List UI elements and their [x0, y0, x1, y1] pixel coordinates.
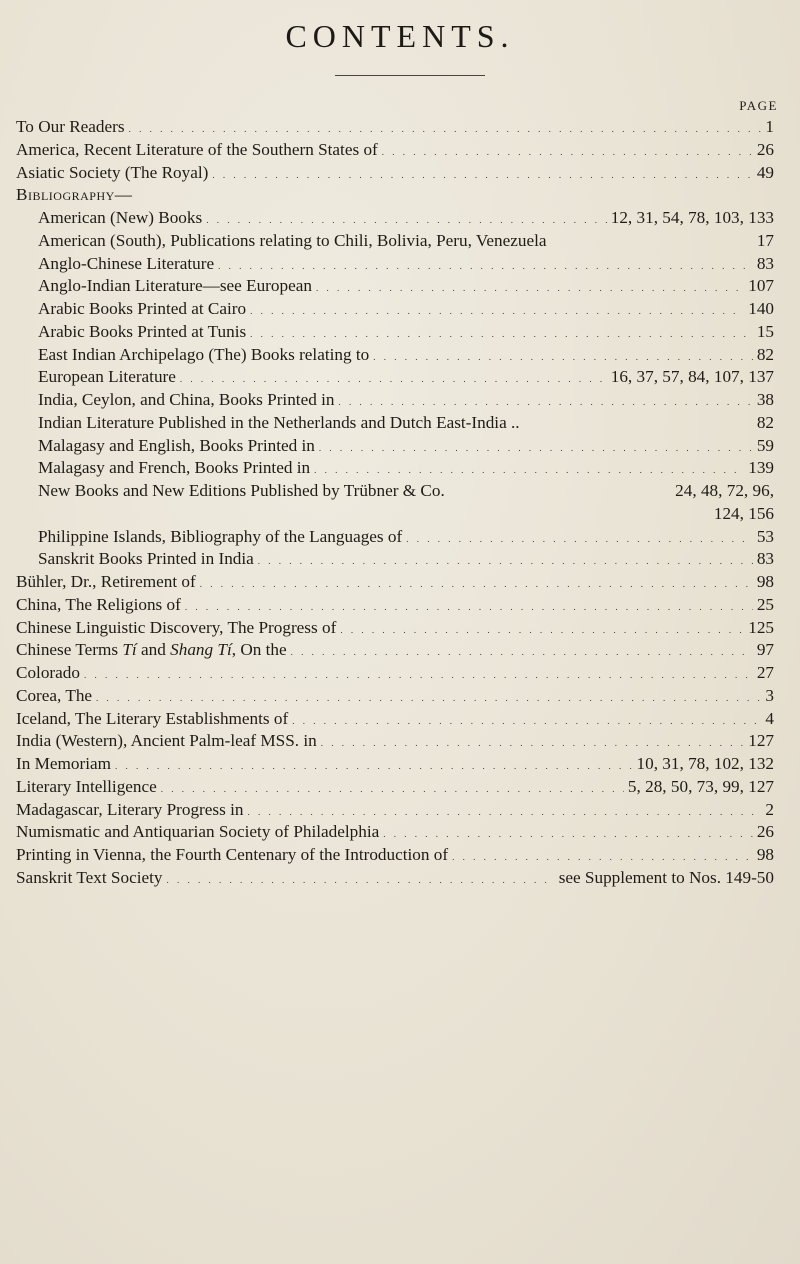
dot-leader — [185, 596, 753, 619]
toc-entry-pages: 15 — [756, 321, 774, 341]
toc-entry — [16, 230, 774, 253]
title-rule — [335, 75, 485, 76]
toc-entry — [16, 298, 774, 321]
toc-entry-label: In Memoriam — [16, 754, 111, 773]
dot-leader — [115, 755, 633, 778]
toc-entry-label: Arabic Books Printed at Cairo — [38, 299, 247, 318]
dot-leader — [383, 823, 753, 846]
toc-entry-label: Literary Intelligence — [16, 776, 157, 796]
toc-entry-label: European Literature — [38, 367, 176, 387]
toc-entry-pages: 24, 48, 72, 96, — [675, 481, 774, 500]
dot-leader — [319, 437, 753, 460]
toc-entry-label: America, Recent Literature of the Southern States of — [16, 139, 378, 159]
toc-entry — [16, 617, 774, 640]
toc-entry — [16, 776, 774, 799]
toc-entry-label: Asiatic Society (The Royal) — [16, 162, 209, 182]
toc-entry — [16, 708, 774, 731]
toc-entry-pages: 83 — [756, 253, 774, 273]
dot-leader — [373, 346, 753, 369]
dot-leader — [250, 323, 753, 346]
toc-entry-label: Colorado — [16, 663, 80, 682]
toc-entry-pages: 38 — [756, 390, 774, 409]
toc-entry — [16, 594, 774, 617]
toc-entry-label: India, Ceylon, and China, Books Printed in — [38, 390, 335, 409]
toc-entry — [16, 162, 774, 185]
dot-leader — [129, 118, 762, 141]
toc-entry-label: Anglo-Indian Literature—see European — [38, 276, 312, 296]
toc-entry-label: Sanskrit Books Printed in India — [38, 549, 254, 569]
toc-entry — [16, 253, 774, 276]
toc-entry — [16, 639, 774, 662]
toc-entry-pages: 140 — [748, 299, 774, 318]
page-title: CONTENTS. — [285, 18, 515, 54]
toc-entry — [16, 412, 774, 435]
toc-entry — [16, 571, 774, 594]
toc-entry — [16, 685, 774, 708]
toc-entry-continuation — [16, 503, 774, 526]
dot-leader — [382, 141, 753, 164]
toc-entry-label: Iceland, The Literary Establishments of — [16, 708, 289, 728]
section-heading-bibliography: Bibliography— — [16, 185, 133, 205]
toc-entry-pages: 26 — [756, 139, 774, 159]
toc-entry-pages: 124, 156 — [713, 503, 774, 523]
dot-leader — [206, 209, 607, 232]
dot-leader — [180, 368, 607, 391]
toc-entry-label: Printing in Vienna, the Fourth Centenary of the Introduction of — [16, 845, 449, 864]
toc-entry-pages: 27 — [756, 663, 774, 682]
toc-entry — [16, 867, 774, 890]
dot-leader — [340, 619, 744, 642]
toc-entry-pages: 10, 31, 78, 102, 132 — [636, 754, 774, 773]
toc-entry-pages: 97 — [756, 640, 774, 660]
toc-entry — [16, 275, 774, 298]
dot-leader — [247, 801, 761, 824]
toc-entry-pages: 53 — [756, 526, 774, 546]
toc-entry-pages: 12, 31, 54, 78, 103, 133 — [610, 208, 774, 227]
toc-entry — [16, 753, 774, 776]
toc-entry-pages: 3 — [765, 685, 774, 705]
dot-leader — [218, 255, 753, 278]
toc-entry-label: East Indian Archipelago (The) Books relating to — [38, 344, 370, 364]
dot-leader — [200, 573, 753, 596]
toc-entry-label: Madagascar, Literary Progress in — [16, 799, 244, 819]
dot-leader — [321, 732, 744, 755]
toc-bottom-entries — [16, 571, 774, 890]
toc-entry — [16, 844, 774, 867]
dot-leader — [314, 459, 744, 482]
toc-entry — [16, 799, 774, 822]
toc-entry-pages: 98 — [756, 572, 774, 591]
toc-entry — [16, 116, 774, 139]
toc-entry-pages: 83 — [756, 549, 774, 569]
toc-entry — [16, 344, 774, 367]
toc-entry-label: Malagasy and English, Books Printed in — [38, 435, 315, 455]
dot-leader — [292, 710, 761, 733]
toc-entry — [16, 662, 774, 685]
toc-entry-pages: 49 — [756, 162, 774, 182]
toc-entry-label: Anglo-Chinese Literature — [38, 253, 215, 273]
toc-entry-label: Malagasy and French, Books Printed in — [38, 458, 311, 478]
dot-leader — [316, 277, 744, 300]
toc-entry-pages: see Supplement to Nos. 149-50 — [558, 867, 774, 887]
toc-entry-label: To Our Readers — [16, 117, 125, 136]
dot-leader — [258, 550, 753, 573]
toc-entry — [16, 457, 774, 480]
dot-leader — [84, 664, 753, 687]
toc-entry-pages: 59 — [756, 435, 774, 455]
toc-entry-pages: 4 — [765, 708, 774, 728]
toc-entry-label: American (South), Publications relating to Chili, Bolivia, Peru, Venezuela — [38, 230, 547, 250]
toc-entry-pages: 125 — [748, 617, 774, 637]
toc-entry — [16, 139, 774, 162]
toc-entry-pages: 107 — [748, 276, 774, 296]
toc-entry-pages: 98 — [756, 845, 774, 864]
dot-leader — [96, 687, 761, 710]
toc-entry-pages: 25 — [756, 594, 774, 614]
table-of-contents — [16, 116, 774, 890]
dot-leader — [406, 528, 753, 551]
toc-entry-pages: 26 — [756, 822, 774, 842]
dot-leader — [212, 164, 752, 187]
toc-entry-label: China, The Religions of — [16, 594, 181, 614]
toc-entry-label: Chinese Terms Tí and Shang Tí, On the — [16, 640, 287, 660]
toc-entry-label: Corea, The — [16, 685, 93, 705]
toc-entry-label: Indian Literature Published in the Netherlands and Dutch East-India .. — [38, 412, 520, 432]
page-column-heading: PAGE — [739, 98, 778, 113]
toc-bibliography-entries — [16, 207, 774, 571]
toc-entry — [16, 526, 774, 549]
toc-entry-label: American (New) Books — [38, 208, 203, 227]
toc-entry — [16, 321, 774, 344]
dot-leader — [291, 641, 753, 664]
toc-entry-pages: 5, 28, 50, 73, 99, 127 — [627, 776, 774, 796]
dot-leader — [338, 391, 752, 414]
toc-entry-pages: 2 — [765, 799, 774, 819]
toc-entry-pages: 82 — [756, 412, 774, 432]
toc-entry — [16, 435, 774, 458]
dot-leader — [166, 869, 554, 892]
toc-top-entries — [16, 116, 774, 184]
toc-entry-pages: 16, 37, 57, 84, 107, 137 — [610, 367, 774, 387]
toc-entry-label: Sanskrit Text Society — [16, 867, 163, 887]
toc-entry-label: India (Western), Ancient Palm-leaf MSS. in — [16, 731, 317, 751]
toc-entry-label: Chinese Linguistic Discovery, The Progress of — [16, 617, 337, 637]
toc-entry-pages: 1 — [765, 117, 774, 136]
toc-entry-label: Philippine Islands, Bibliography of the Languages of — [38, 526, 403, 546]
dot-leader — [161, 778, 624, 801]
toc-entry-pages: 127 — [748, 731, 774, 751]
toc-entry-label: Arabic Books Printed at Tunis — [38, 321, 247, 341]
dot-leader — [452, 846, 753, 869]
toc-entry — [16, 207, 774, 230]
toc-entry — [16, 548, 774, 571]
toc-entry-label: Numismatic and Antiquarian Society of Philadelphia — [16, 822, 380, 842]
toc-entry-label: Bühler, Dr., Retirement of — [16, 572, 196, 591]
toc-entry-pages: 82 — [756, 344, 774, 364]
dot-leader — [250, 300, 744, 323]
toc-entry — [16, 821, 774, 844]
toc-entry — [16, 480, 774, 503]
toc-entry-label: New Books and New Editions Published by Trübner & Co. — [38, 481, 445, 500]
toc-entry — [16, 366, 774, 389]
toc-entry — [16, 389, 774, 412]
toc-entry — [16, 730, 774, 753]
toc-entry-pages: 139 — [748, 458, 774, 478]
toc-entry-pages: 17 — [756, 230, 774, 250]
